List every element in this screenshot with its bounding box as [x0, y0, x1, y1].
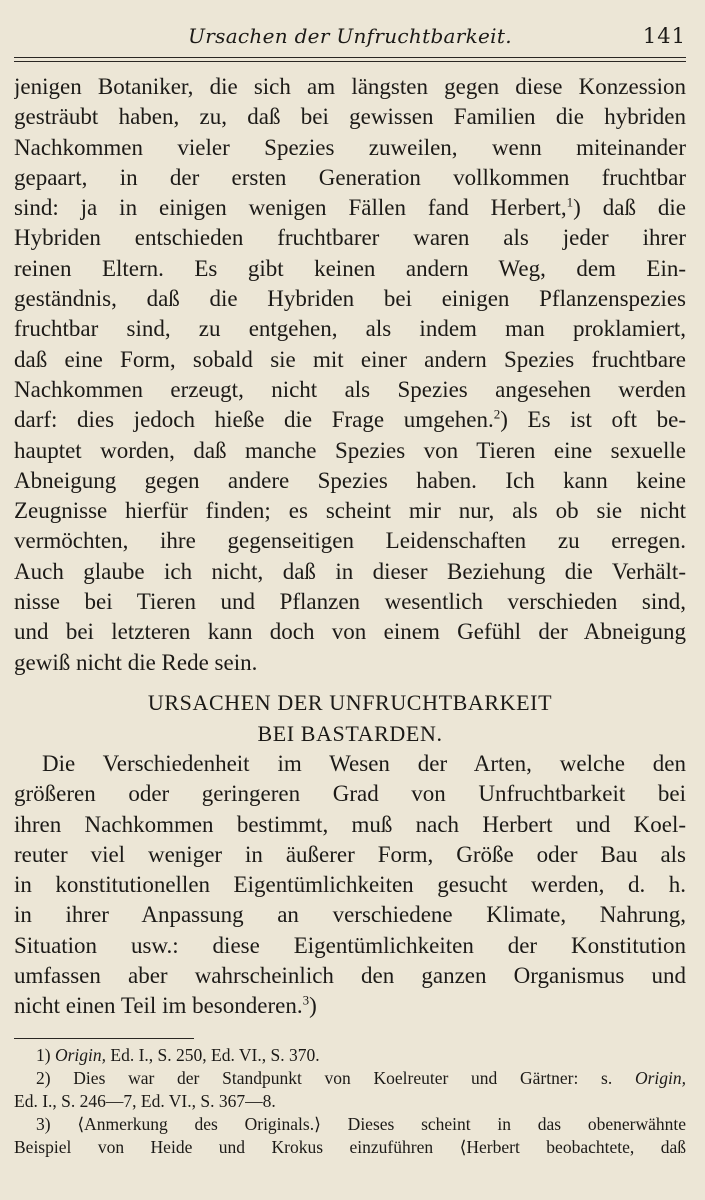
text-line: in ihrer Anpassung an verschiedene Klimate, Nahrung, — [14, 902, 686, 928]
text-line: jenigen Botaniker, die sich am längsten gegen diese Konzession — [14, 74, 686, 99]
text-line: geständnis, daß die Hybriden bei einigen Pflanzenspezies — [14, 286, 686, 312]
text-span: darf: dies jedoch hieße die Frage umgehen. — [14, 407, 494, 433]
text-line: gesträubt haben, zu, daß bei gewissen Familien die hybriden — [14, 104, 686, 130]
footnote-number: 2) — [36, 1068, 51, 1088]
footnote-2-cont: Ed. I., S. 246—7, Ed. VI., S. 367—8. — [14, 1091, 276, 1111]
footnote-text: Dies war der Standpunkt von Koelreuter und Gärtner: s. — [73, 1068, 613, 1088]
page-number: 141 — [642, 24, 686, 48]
text-span: ) Es ist oft be- — [500, 407, 686, 433]
text-line — [14, 193, 686, 223]
text-span: ) daß die — [573, 195, 686, 221]
footnote-italic: Origin, — [54, 1045, 107, 1065]
footnote-number: 3) — [36, 1114, 51, 1134]
text-line: Hybriden entschieden fruchtbarer waren als jeder ihrer — [14, 225, 686, 251]
text-span: nicht einen Teil im besonderen. — [14, 993, 303, 1019]
text-line: Situation usw.: diese Eigentümlichkeiten der Konstitution — [14, 932, 686, 958]
footnotes — [14, 1044, 686, 1159]
text-line: daß eine Form, sobald sie mit einer andern Spezies fruchtbare — [14, 346, 686, 372]
footnote-text: ⟨Anmerkung des Originals.⟩ Dieses scheint in das obenerwähnte — [77, 1114, 686, 1134]
text-line: hauptet worden, daß manche Spezies von Tieren eine sexuelle — [14, 437, 686, 463]
text-line: vermöchten, ihre gegenseitigen Leidenschaften zu erregen. — [14, 528, 686, 554]
footnote-mark: 1 — [566, 194, 574, 210]
text-line: größeren oder geringeren Grad von Unfruchtbarkeit bei — [14, 781, 686, 807]
text-line: reuter viel weniger in äußerer Form, Größe oder Bau als — [14, 841, 686, 867]
footnote-mark: 3 — [302, 992, 310, 1008]
text-line: Die Verschiedenheit im Wesen der Arten, welche den — [42, 750, 686, 776]
footnote-mark: 2 — [493, 406, 501, 422]
running-head — [14, 18, 686, 52]
section-heading-line-2: BEI BASTARDEN. — [257, 720, 443, 746]
text-line: in konstitutionellen Eigentümlichkeiten gesucht werden, d. h. — [14, 872, 686, 898]
text-line: gepaart, in der ersten Generation vollkommen fruchtbar — [14, 164, 686, 190]
text-line: umfassen aber wahrscheinlich den ganzen Organismus und — [14, 963, 686, 989]
header-rule-top — [14, 57, 686, 58]
text-line: gewiß nicht die Rede sein. — [14, 649, 258, 675]
text-line: nisse bei Tieren und Pflanzen wesentlich verschieden sind, — [14, 589, 686, 615]
text-line: reinen Eltern. Es gibt keinen andern Weg, dem Ein- — [14, 255, 686, 281]
body-text — [14, 72, 686, 1022]
text-line: Nachkommen erzeugt, nicht als Spezies angesehen werden — [14, 376, 686, 402]
footnote-number: 1) — [36, 1045, 51, 1065]
text-span: sind: ja in einigen wenigen Fällen fand Herbert, — [14, 195, 567, 221]
text-line: fruchtbar sind, zu entgehen, als indem man proklamiert, — [14, 316, 686, 342]
text-line: Abneigung gegen andere Spezies haben. Ich kann keine — [14, 467, 686, 493]
footnote-3 — [14, 1113, 686, 1136]
section-heading-line-1: URSACHEN DER UNFRUCHTBARKEIT — [147, 689, 553, 715]
running-head-title: Ursachen der Unfruchtbarkeit. — [188, 24, 512, 48]
text-line: ihren Nachkommen bestimmt, muß nach Herbert und Koel- — [14, 811, 686, 837]
text-line: Zeugnisse hierfür finden; es scheint mir nur, als ob sie nicht — [14, 498, 686, 524]
footnote-italic: Origin, — [634, 1068, 686, 1088]
header-rule-bottom — [14, 61, 686, 62]
footnote-3-cont: Beispiel von Heide und Krokus einzuführen ⟨Herbert beobachtete, daß — [14, 1137, 686, 1157]
footnote-rule — [14, 1038, 194, 1039]
text-line — [14, 405, 686, 435]
footnote-2 — [14, 1067, 686, 1090]
footnote-text: Ed. I., S. 250, Ed. VI., S. 370. — [110, 1045, 320, 1065]
text-line: Nachkommen vieler Spezies zuweilen, wenn miteinander — [14, 134, 686, 160]
text-line: Auch glaube ich nicht, daß in dieser Beziehung die Verhält- — [14, 558, 686, 584]
footnote-1 — [14, 1044, 686, 1067]
text-span: ) — [309, 993, 317, 1019]
text-line — [14, 991, 686, 1021]
text-line: und bei letzteren kann doch von einem Gefühl der Abneigung — [14, 619, 686, 645]
